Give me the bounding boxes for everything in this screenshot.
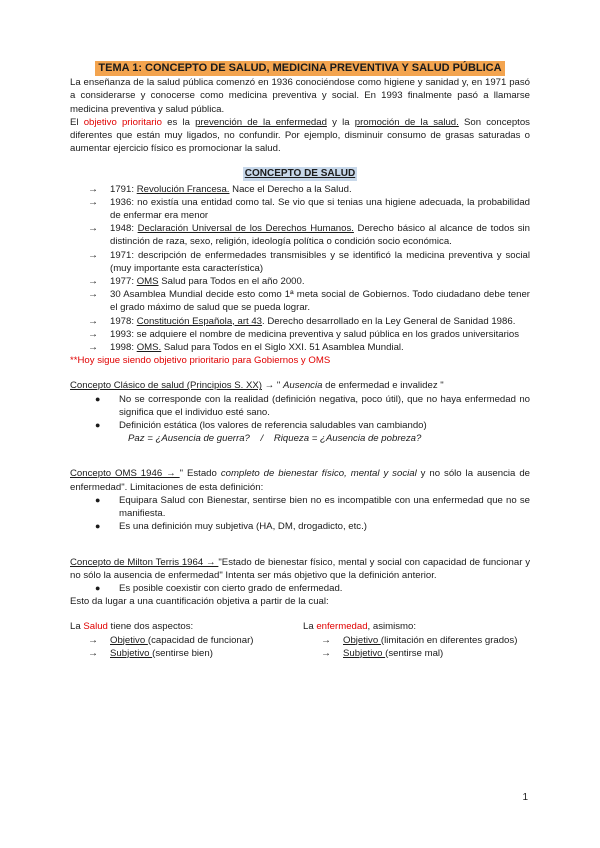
timeline-item — [70, 315, 530, 328]
salud-aspect-list — [70, 634, 303, 660]
enfermedad-column-header: La enfermedad, asimismo: — [303, 621, 417, 633]
arrow-bullet-icon: → — [321, 647, 331, 659]
concept-item-text: Es posible coexistir con cierto grado de enfermedad. — [119, 582, 343, 594]
concept-item-text: Definición estática (los valores de referencia saludables van cambiando) — [119, 420, 427, 432]
section-heading: CONCEPTO DE SALUD — [244, 168, 356, 180]
concept-list — [70, 494, 530, 534]
aspect-item — [70, 647, 303, 660]
disc-bullet-icon: ● — [95, 420, 101, 431]
disc-bullet-icon: ● — [95, 521, 101, 532]
disc-bullet-icon: ● — [95, 393, 101, 404]
timeline-item — [70, 275, 530, 288]
arrow-bullet-icon: → — [88, 289, 98, 301]
concept-header: Concepto Clásico de salud (Principios S. XX) → " Ausencia de enfermedad e invalidez " — [70, 380, 444, 392]
intro-paragraph: La enseñanza de la salud pública comenzó en 1936 conociéndose como higiene y sanidad y, en 1971 pasó a considerarse y conocerse como medicina preventiva y social. En 1993 finalmente pasó a llamarse medicina preventiva y salud pública. — [70, 77, 530, 115]
arrow-bullet-icon: → — [88, 315, 98, 327]
aspect-item-text: Objetivo (limitación en diferentes grados) — [343, 634, 518, 646]
arrow-bullet-icon: → — [88, 183, 98, 195]
aspect-item — [303, 634, 530, 647]
timeline-item-text: 1993: se adquiere el nombre de medicina preventiva y salud pública en los grados universitarios — [110, 328, 520, 340]
timeline-item — [70, 222, 530, 248]
aspect-item-text: Objetivo (capacidad de funcionar) — [110, 634, 254, 646]
section-heading-row — [70, 167, 530, 180]
salud-column — [70, 620, 303, 660]
concept-item — [70, 393, 530, 419]
concept-item — [70, 520, 530, 533]
timeline-item — [70, 196, 530, 222]
arrow-bullet-icon: → — [88, 196, 98, 208]
concept-item-text: Es una definición muy subjetiva (HA, DM, drogadicto, etc.) — [119, 521, 367, 533]
arrow-bullet-icon: → — [321, 634, 331, 646]
timeline-item-text: 30 Asamblea Mundial decide esto como 1ª meta social de Gobiernos. Todo ciudadano debe tener el grado máximo de salud que se pueda lograr. — [110, 289, 530, 314]
concept-item — [70, 494, 530, 520]
page-title: TEMA 1: CONCEPTO DE SALUD, MEDICINA PREVENTIVA Y SALUD PÚBLICA — [95, 61, 504, 76]
quote-line: Paz = ¿Ausencia de guerra? / Riqueza = ¿Ausencia de pobreza? — [128, 433, 422, 445]
timeline-item — [70, 183, 530, 196]
concept-header: Concepto de Milton Terris 1964 → "Estado de bienestar físico, mental y social con capacidad de funcionar y no sólo la ausencia de enfermedad" Intenta ser más objetivo que la definición anterior. — [70, 556, 530, 581]
concept-oms-1946-section — [70, 467, 530, 533]
arrow-bullet-icon: → — [88, 249, 98, 261]
timeline-item-text: 1998: OMS. Salud para Todos en el Siglo XXI. 51 Asamblea Mundial. — [110, 342, 404, 354]
concept-item-text: No se corresponde con la realidad (definición negativa, poco útil), que no haya enfermedad no significa que el individuo esté sano. — [119, 393, 530, 418]
timeline-item-text: 1936: no existía una entidad como tal. Se vio que si tenias una higiene adecuada, la probabilidad de enfermar era menor — [110, 196, 530, 222]
concept-header: Concepto OMS 1946 → " Estado completo de bienestar físico, mental y social y no sólo la ausencia de enfermedad". Limitaciones de esta definición: — [70, 468, 530, 493]
timeline-list — [70, 183, 530, 355]
arrow-bullet-icon: → — [88, 328, 98, 340]
concept-milton-terris-section — [70, 556, 530, 596]
aspects-columns — [70, 620, 530, 660]
priority-paragraph: El objetivo prioritario es la prevención de la enfermedad y la promoción de la salud. Son conceptos diferentes que están muy ligados, no confundir. Por ejemplo, disminuir consumo de grasas saturadas o aumentar ejercicio físico es promocionar la salud. — [70, 116, 530, 155]
concept-list — [70, 393, 530, 433]
aspect-item-text: Subjetivo (sentirse mal) — [343, 647, 444, 659]
aspect-item — [303, 647, 530, 660]
concept-clasico-section — [70, 379, 530, 445]
arrow-bullet-icon: → — [88, 342, 98, 354]
concept-item — [70, 419, 530, 432]
concept-list — [70, 582, 530, 595]
timeline-item — [70, 341, 530, 354]
enfermedad-column — [303, 620, 530, 660]
timeline-item-text: 1791: Revolución Francesa. Nace el Derecho a la Salud. — [110, 183, 352, 195]
timeline-item — [70, 288, 530, 314]
timeline-item-text: 1977: OMS Salud para Todos en el año 2000. — [110, 276, 305, 288]
page-number: 1 — [522, 792, 528, 803]
timeline-item-text: 1978: Constitución Española, art 43. Derecho desarrollado en la Ley General de Sanidad 1986. — [110, 315, 516, 327]
arrow-bullet-icon: → — [88, 634, 98, 646]
arrow-bullet-icon: → — [88, 647, 98, 659]
aspect-item-text: Subjetivo (sentirse bien) — [110, 647, 213, 659]
arrow-bullet-icon: → — [88, 276, 98, 288]
aspect-item — [70, 634, 303, 647]
concept-item — [70, 582, 530, 595]
summary-paragraph: Esto da lugar a una cuantificación objetiva a partir de la cual: — [70, 596, 329, 608]
timeline-item — [70, 249, 530, 275]
priority-note: **Hoy sigue siendo objetivo prioritario para Gobiernos y OMS — [70, 355, 331, 367]
disc-bullet-icon: ● — [95, 582, 101, 593]
timeline-item-text: 1948: Declaración Universal de los Derechos Humanos. Derecho básico al alcance de todos sin distinción de raza, sexo, religión, ideología política o condición socio económica. — [110, 223, 530, 248]
salud-column-header: La Salud tiene dos aspectos: — [70, 621, 194, 633]
concept-item-text: Equipara Salud con Bienestar, sentirse bien no es incompatible con una enfermedad que no se manifiesta. — [119, 494, 530, 520]
title-row — [70, 61, 530, 76]
timeline-item-text: 1971: descripción de enfermedades transmisibles y se identificó la medicina preventiva y social (muy importante esta característica) — [110, 249, 530, 274]
enfermedad-aspect-list — [303, 634, 530, 660]
disc-bullet-icon: ● — [95, 494, 101, 505]
arrow-bullet-icon: → — [88, 223, 98, 235]
timeline-item — [70, 328, 530, 341]
